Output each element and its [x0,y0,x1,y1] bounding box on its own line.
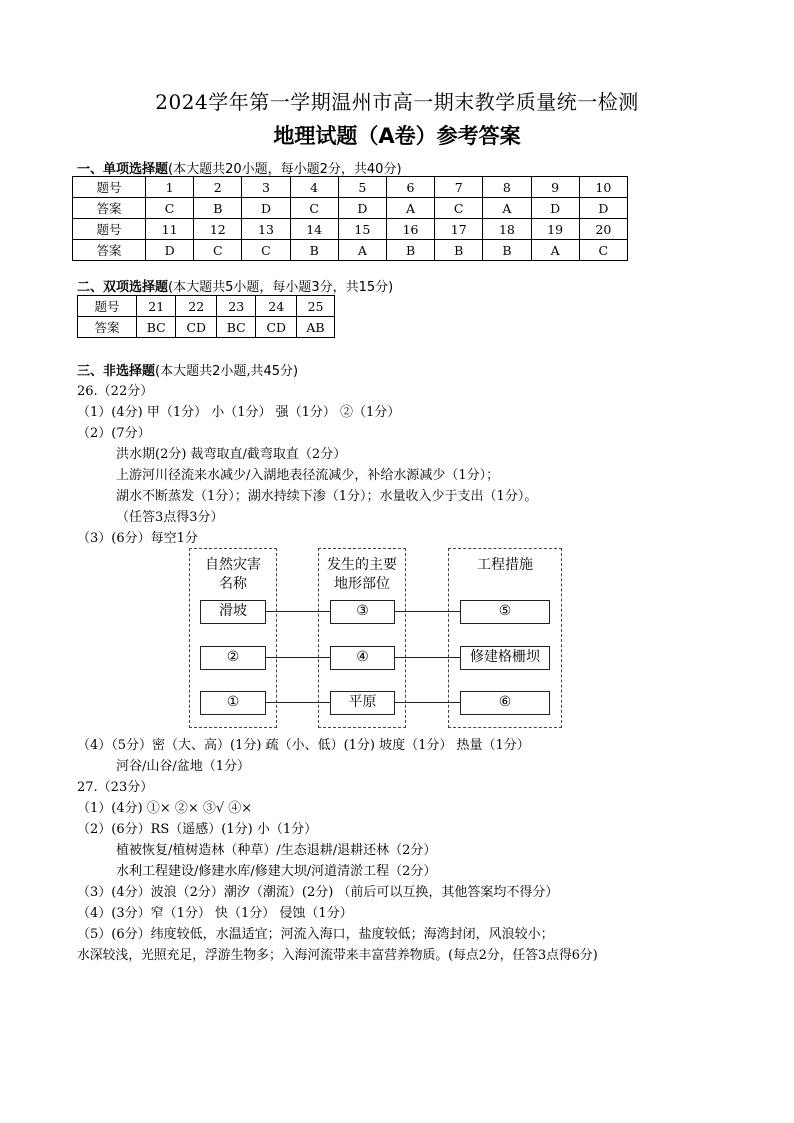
table-cell: B [386,240,434,261]
table-cell: C [435,198,483,219]
row-label: 题号 [73,177,146,198]
q26-part2-line2: 上游河川径流来水减少/入湖地表径流减少，补给水源减少（1分）； [116,468,500,483]
q26-part2-line1: 洪水期(2分) 裁弯取直/截弯取直（2分） [116,447,347,462]
table-cell: 2 [194,177,242,198]
connector-line [264,611,330,612]
table-cell: B [290,240,338,261]
section3-note: (本大题共2小题,共45分) [155,364,299,379]
q27-part1: （1）(4分) ①× ②× ③√ ④× [77,801,253,816]
table-cell: 14 [290,219,338,240]
table-cell: 13 [242,219,290,240]
connector-line [393,657,460,658]
table-cell: 20 [579,219,627,240]
table-cell: 7 [435,177,483,198]
table-cell: AB [297,317,335,338]
box-terrain-row3: 平原 [330,691,395,715]
header-terrain [314,556,410,594]
q26-part2: （2）(7分） [77,426,151,441]
answer-table-double [77,295,335,338]
table-cell: D [531,198,579,219]
table-cell: 4 [290,177,338,198]
table-cell: 10 [579,177,627,198]
table-cell: 3 [242,177,290,198]
table-cell: CD [176,317,217,338]
q26-part4: （4）（5分）密（大、高）(1分) 疏（小、低）(1分) 坡度（1分） 热量（1分） [77,738,530,753]
table-cell: 23 [217,296,256,317]
table-cell: 1 [146,177,194,198]
table-cell: A [483,198,531,219]
connector-line [264,702,330,703]
row-label: 答案 [78,317,137,338]
q26-part2-line3: 湖水不断蒸发（1分）；湖水持续下渗（1分）；水量收入少于支出（1分）。 [116,489,538,504]
table-cell: BC [137,317,176,338]
table-cell: A [531,240,579,261]
header-hazard-line2: 名称 [219,576,247,592]
table-row [78,317,335,338]
table-cell: D [242,198,290,219]
table-cell: 25 [297,296,335,317]
table-cell: 6 [386,177,434,198]
box-hazard-row2: ② [200,646,266,670]
table-cell: 5 [338,177,386,198]
table-cell: 8 [483,177,531,198]
table-row [73,177,628,198]
table-cell: 24 [256,296,297,317]
row-label: 题号 [73,219,146,240]
table-cell: 16 [386,219,434,240]
table-row [73,240,628,261]
q26-part3: （3）(6分）每空1分 [77,531,198,546]
section1-heading [77,158,402,177]
answer-table-single [72,176,628,261]
table-row [73,219,628,240]
connector-line [393,702,460,703]
q27-part2-line2: 植被恢复/植树造林（种草）/生态退耕/退耕还林（2分） [116,843,437,858]
table-cell: 17 [435,219,483,240]
table-cell: B [194,198,242,219]
table-cell: C [146,198,194,219]
table-cell: A [386,198,434,219]
table-cell: C [290,198,338,219]
section1-title: 一、单项选择题 [77,162,169,177]
connector-line [393,611,460,612]
table-cell: 9 [531,177,579,198]
box-hazard-row3: ① [200,691,266,715]
table-cell: B [435,240,483,261]
row-label: 答案 [73,240,146,261]
table-cell: A [338,240,386,261]
q27-part2: （2）(6分）RS（遥感）(1分) 小（1分） [77,822,318,837]
section3-heading [77,360,298,379]
q26-part4-line2: 河谷/山谷/盆地（1分） [116,759,251,774]
table-cell: 15 [338,219,386,240]
section2-note: (本大题共5小题，每小题3分，共15分) [168,280,394,295]
header-terrain-line1: 发生的主要 [327,557,397,573]
table-cell: BC [217,317,256,338]
table-cell: 18 [483,219,531,240]
table-row [78,296,335,317]
table-cell: B [483,240,531,261]
row-label: 题号 [78,296,137,317]
box-measure-row3: ⑥ [460,691,550,715]
table-cell: C [242,240,290,261]
header-hazard [190,556,276,594]
table-cell: D [338,198,386,219]
page-title: 2024学年第一学期温州市高一期末教学质量统一检测 [155,90,639,114]
table-cell: C [194,240,242,261]
section2-heading [77,276,393,295]
q27-part4: （4）(3分）窄（1分） 快（1分） 侵蚀（1分） [77,906,353,921]
table-cell: 21 [137,296,176,317]
box-measure-row2: 修建格栅坝 [460,646,550,670]
q27-head: 27.（23分） [77,780,154,795]
table-cell: 12 [194,219,242,240]
header-measures: 工程措施 [477,557,533,573]
page-subtitle: 地理试题（A卷）参考答案 [273,124,521,148]
q26-head: 26.（22分） [77,384,154,399]
table-cell: CD [256,317,297,338]
table-cell: D [579,198,627,219]
q27-part5-line2: 水深较浅，光照充足，浮游生物多；入海河流带来丰富营养物质。(每点2分，任答3点得6分) [77,948,598,963]
table-row [73,198,628,219]
q27-part5: （5）(6分）纬度较低，水温适宜；河流入海口，盐度较低；海湾封闭，风浪较小； [77,927,554,942]
row-label: 答案 [73,198,146,219]
table-cell: D [146,240,194,261]
section1-note: (本大题共20小题，每小题2分，共40分) [168,162,402,177]
q27-part3: （3）(4分）波浪（2分）潮汐（潮流）(2分) （前后可以互换，其他答案均不得分） [77,885,559,900]
table-cell: 19 [531,219,579,240]
section2-title: 二、双项选择题 [77,280,169,295]
q26-part1: （1）(4分) 甲（1分） 小（1分） 强（1分） ②（1分） [77,405,401,420]
box-measure-row1: ⑤ [460,600,550,624]
section3-title: 三、非选择题 [77,364,156,379]
connector-line [264,657,330,658]
q27-part2-line3: 水利工程建设/修建水库/修建大坝/河道清淤工程（2分） [116,864,437,879]
header-hazard-line1: 自然灾害 [205,557,261,573]
box-terrain-row1: ③ [330,600,395,624]
table-cell: 11 [146,219,194,240]
header-terrain-line2: 地形部位 [334,576,390,592]
table-cell: C [579,240,627,261]
box-hazard-row1: 滑坡 [200,600,266,624]
q26-part2-line4: （任答3点得3分） [116,510,224,525]
box-terrain-row2: ④ [330,646,395,670]
table-cell: 22 [176,296,217,317]
